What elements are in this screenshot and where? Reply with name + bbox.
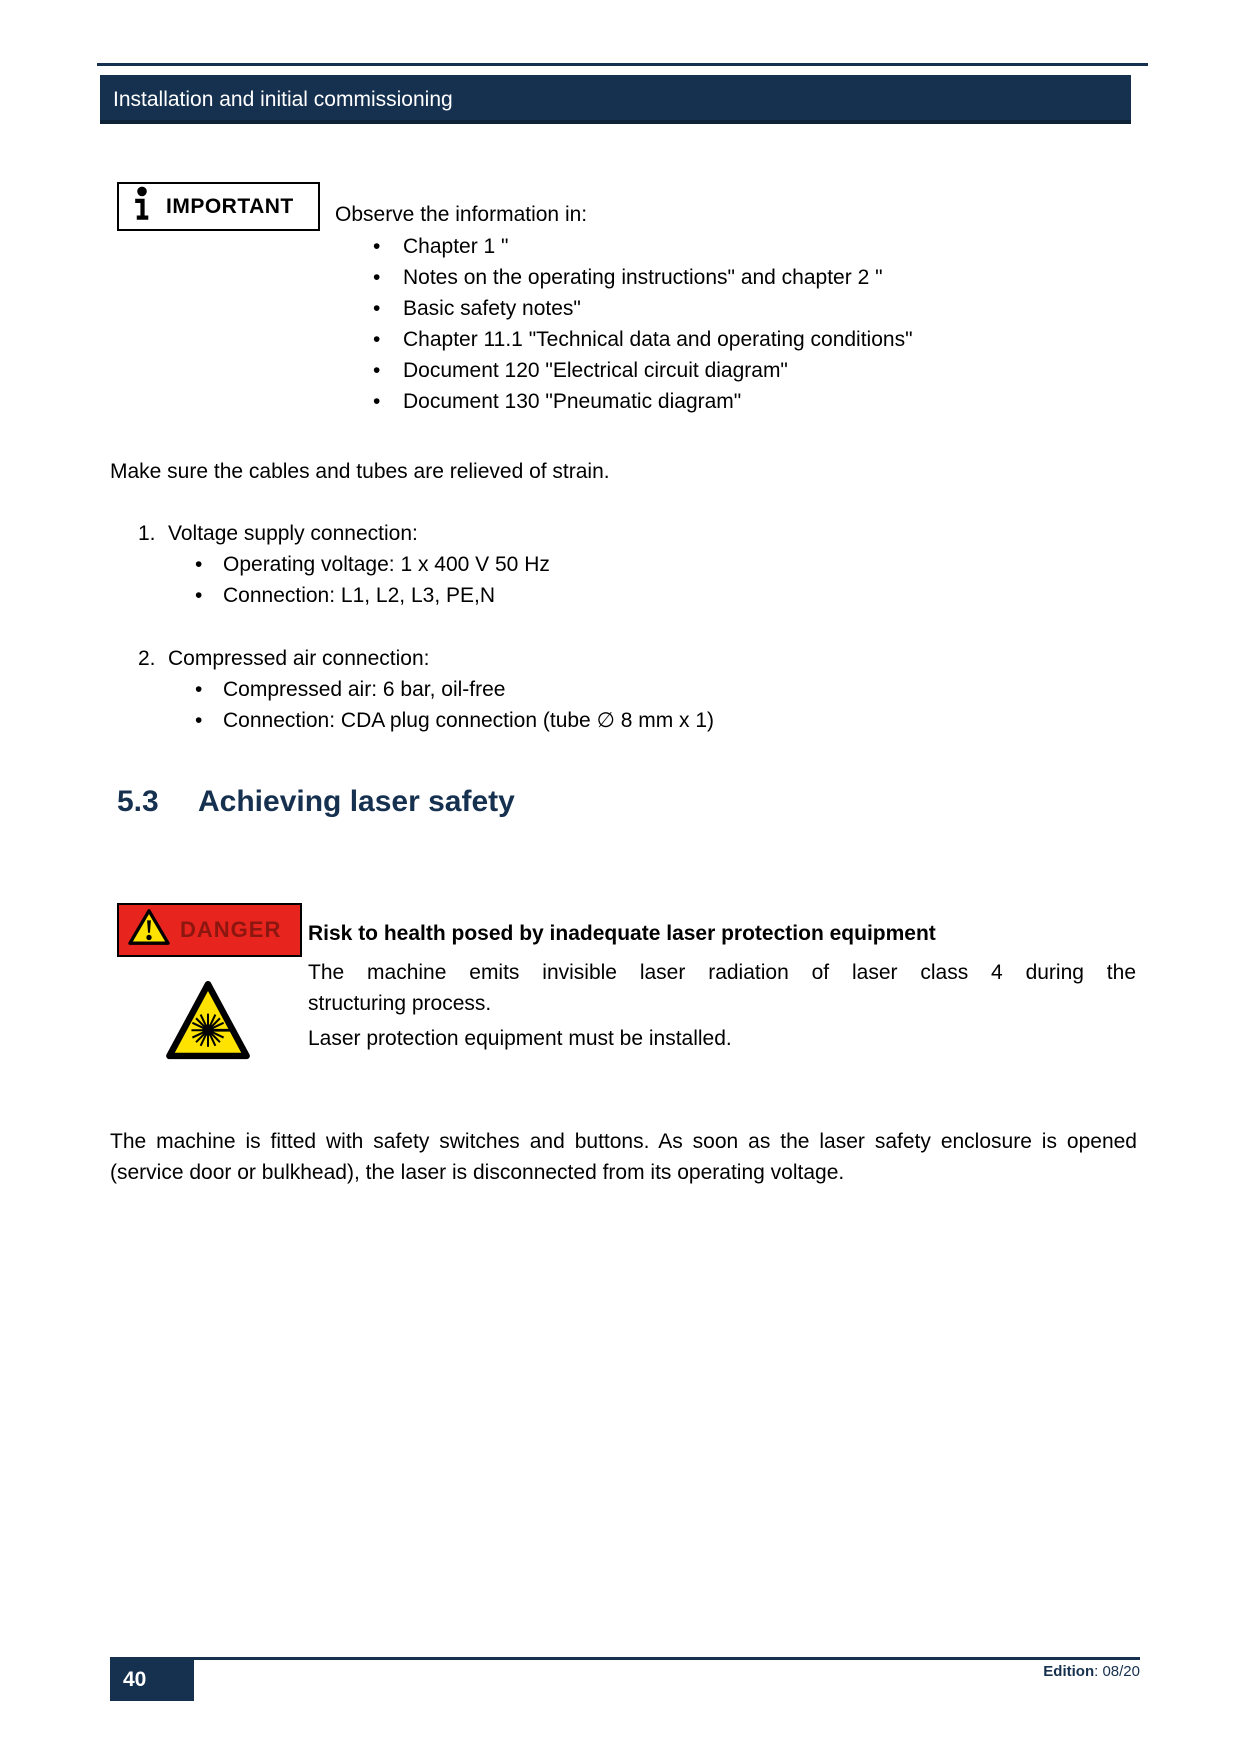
- danger-box: [117, 903, 302, 957]
- section-number: 5.3: [117, 785, 159, 818]
- danger-paragraph-line: The machine emits invisible laser radiation of laser class 4 during the: [308, 961, 1136, 984]
- danger-heading: Risk to health posed by inadequate laser protection equipment: [308, 922, 936, 945]
- compressed-air-list: [138, 674, 1038, 736]
- list-item: • Compressed air: 6 bar, oil-free: [138, 674, 1038, 705]
- item-number: 2.: [138, 647, 156, 670]
- header-title: Installation and initial commissioning: [113, 88, 453, 111]
- closing-paragraph: The machine is fitted with safety switches and buttons. As soon as the laser safety enclosure is opened (service door or bulkhead), the laser is disconnected from its operating voltage.: [110, 1130, 1137, 1184]
- list-item: • Document 130 "Pneumatic diagram": [335, 386, 1015, 417]
- strain-note: Make sure the cables and tubes are relieved of strain.: [110, 460, 610, 483]
- compressed-air-group: [138, 643, 1038, 736]
- danger-paragraph-line: structuring process.: [308, 992, 492, 1015]
- numbered-item: [138, 518, 1038, 549]
- list-item: • Connection: CDA plug connection (tube ∅ 8 mm x 1): [138, 705, 1038, 736]
- danger-text-block: [308, 918, 1136, 1054]
- laser-warning-icon: [162, 976, 254, 1066]
- header-top-rule: [97, 63, 1148, 66]
- voltage-supply-list: [138, 549, 1038, 611]
- footer-rule: [110, 1657, 1140, 1660]
- edition-value: : 08/20: [1094, 1663, 1140, 1680]
- item-title: Compressed air connection:: [168, 647, 430, 670]
- list-item: • Basic safety notes": [335, 293, 1015, 324]
- important-notice-text: [335, 199, 1015, 417]
- important-list: [335, 231, 1015, 417]
- list-item: • Document 120 "Electrical circuit diagram": [335, 355, 1015, 386]
- danger-label: DANGER: [180, 917, 282, 942]
- important-label: IMPORTANT: [166, 194, 294, 218]
- edition-note: [900, 1663, 1140, 1680]
- list-item: • Connection: L1, L2, L3, PE,N: [138, 580, 1038, 611]
- item-title: Voltage supply connection:: [168, 522, 418, 545]
- page-number-box: [110, 1658, 194, 1701]
- warning-triangle-icon: [127, 907, 171, 953]
- list-item: • Chapter 11.1 "Technical data and operating conditions": [335, 324, 1015, 355]
- section-title: Achieving laser safety: [198, 785, 515, 818]
- numbered-item: [138, 643, 1038, 674]
- item-number: 1.: [138, 522, 156, 545]
- section-heading: [117, 785, 515, 819]
- page-header: [100, 75, 1131, 124]
- list-item: • Chapter 1 ": [335, 231, 1015, 262]
- danger-paragraph: Laser protection equipment must be installed.: [308, 1027, 732, 1050]
- edition-label: Edition: [1043, 1663, 1095, 1680]
- list-item: • Operating voltage: 1 x 400 V 50 Hz: [138, 549, 1038, 580]
- info-icon: [131, 186, 153, 228]
- list-item: • Notes on the operating instructions" and chapter 2 ": [335, 262, 1015, 293]
- important-intro: Observe the information in:: [335, 203, 588, 226]
- voltage-supply-group: [138, 518, 1038, 611]
- important-notice-box: [117, 182, 320, 231]
- page-number: 40: [123, 1668, 147, 1691]
